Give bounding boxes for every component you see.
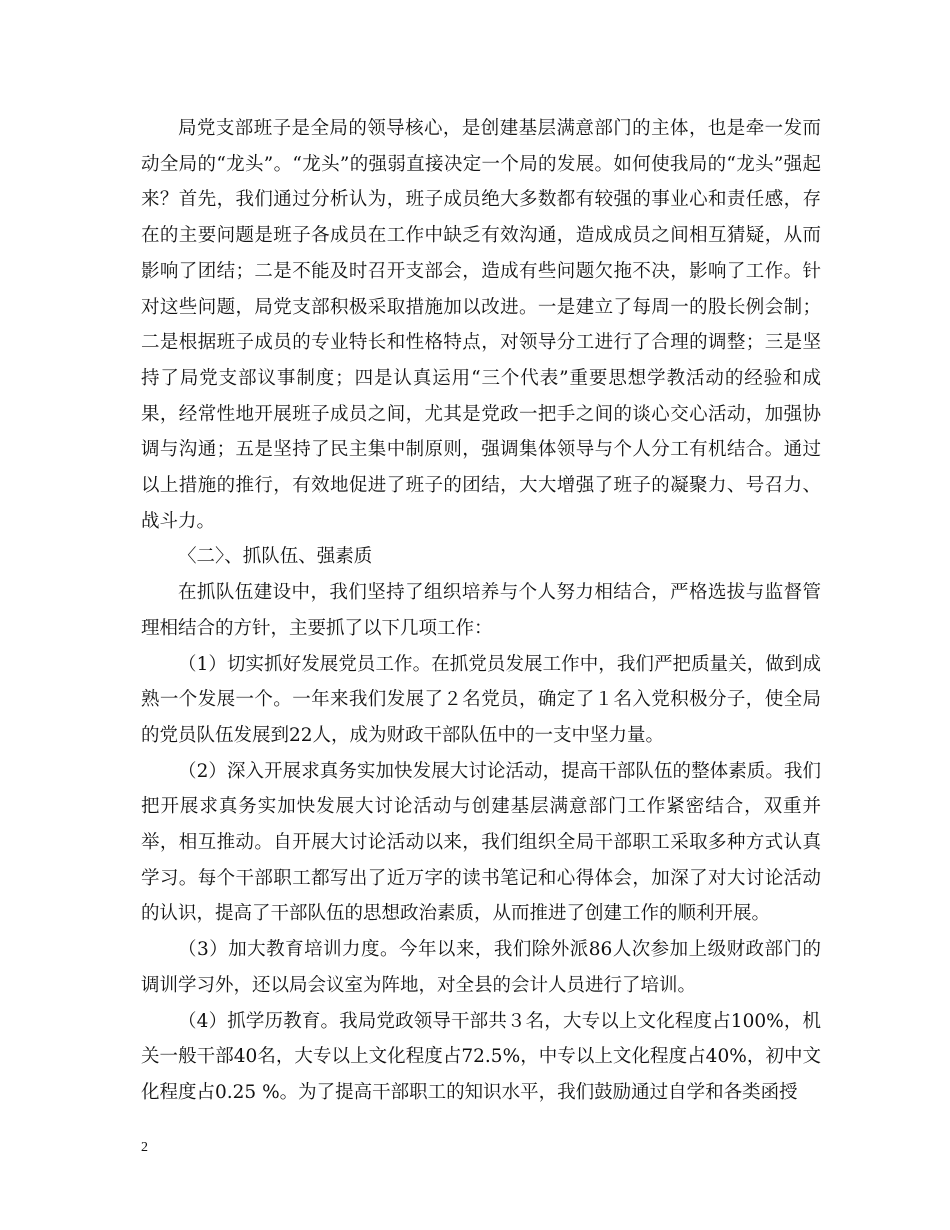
paragraph-item-2: （2）深入开展求真务实加快发展大讨论活动，提高干部队伍的整体素质。我们把开展求真务实加快发展大讨论活动与创建基层满意部门工作紧密结合，双重并举，相互推动。自开展大讨论活动以来，我们组织全局干部职工采取多种方式认真学习。每个干部职工都写出了近万字的读书笔记和心得体会，加深了对大讨论活动的认识，提高了干部队伍的思想政治素质，从而推进了创建工作的顺利开展。 (141, 760, 821, 925)
paragraph-item-3: （3）加大教育培训力度。今年以来，我们除外派86人次参加上级财政部门的调训学习外，还以局会议室为阵地，对全县的会计人员进行了培训。 (141, 939, 821, 996)
paragraph-item-4: （4）抓学历教育。我局党政领导干部共３名，大专以上文化程度占100%，机关一般干部40名，大专以上文化程度占72.5%，中专以上文化程度占40%，初中文化程度占0.25 %。为了提高干部职工的知识水平，我们鼓励通过自学和各类函授 (141, 1010, 821, 1103)
section-heading-team-quality: 〈二〉、抓队伍、强素质 (178, 546, 373, 568)
paragraph-leadership: 局党支部班子是全局的领导核心，是创建基层满意部门的主体，也是牵一发而动全局的“龙头”。“龙头”的强弱直接决定一个局的发展。如何使我局的“龙头”强起来？首先，我们通过分析认为，班子成员绝大多数都有较强的事业心和责任感，存在的主要问题是班子各成员在工作中缺乏有效沟通，造成成员之间相互猜疑，从而影响了团结；二是不能及时召开支部会，造成有些问题欠拖不决，影响了工作。针对这些问题，局党支部积极采取措施加以改进。一是建立了每周一的股长例会制；二是根据班子成员的专业特长和性格特点，对领导分工进行了合理的调整；三是坚持了局党支部议事制度；四是认真运用“三个代表”重要思想学教活动的经验和成果，经常性地开展班子成员之间，尤其是党政一把手之间的谈心交心活动，加强协调与沟通；五是坚持了民主集中制原则，强调集体领导与个人分工有机结合。通过以上措施的推行，有效地促进了班子的团结，大大增强了班子的凝聚力、号召力、战斗力。 (141, 118, 821, 532)
paragraph-item-1: （1）切实抓好发展党员工作。在抓党员发展工作中，我们严把质量关，做到成熟一个发展一个。一年来我们发展了２名党员，确定了１名入党积极分子，使全局的党员队伍发展到22人，成为财政干部队伍中的一支中坚力量。 (141, 653, 821, 746)
paragraph-team-building: 在抓队伍建设中，我们坚持了组织培养与个人努力相结合，严格选拔与监督管理相结合的方针，主要抓了以下几项工作： (141, 582, 821, 639)
page-number: 2 (141, 1140, 148, 1155)
document-body (141, 111, 821, 1111)
